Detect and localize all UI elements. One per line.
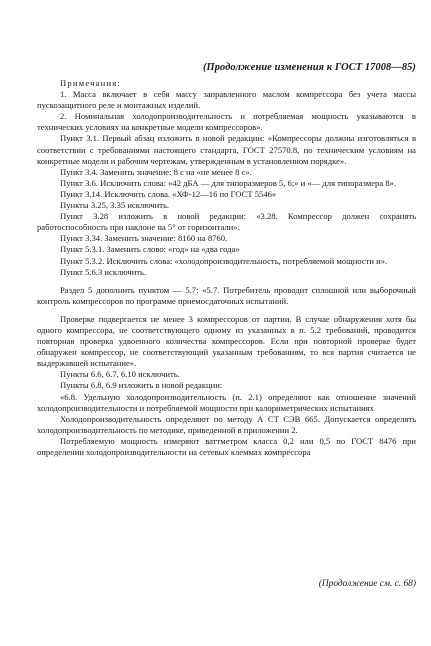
item-6-6: Пункты 6.6, 6.7, 6.10 исключить. [60, 369, 180, 380]
power-paragraph: Потребляемую мощность измеряют ваттметром класса 0,2 или 0,5 по ГОСТ 8476 при определении холодопроизводительности на сетевых клеммах компрессора [37, 435, 416, 457]
cooling-capacity-paragraph: Холодопроизводительность определяют по методу А СТ СЭВ 665. Допускается определять холодопроизводительность по методике, приведенной в приложении 2. [37, 413, 416, 435]
item-3-25: Пункты 3.25, 3.35 исключить. [60, 200, 170, 211]
item-6-8: Пункты 6.8, 6.9 изложить в новой редакции: [60, 380, 223, 391]
continuation-note: (Продолжение см. с. 68) [318, 579, 416, 589]
item-5-6-3: Пункт 5.6.3 исключить. [60, 266, 147, 277]
note-2: 2. Номинальная холодопроизводительность и потребляемая мощность указываются в технических условиях на конкретные модели компрессоров». [37, 111, 416, 133]
section-5-addition: Раздел 5 дополнить пунктом — 5.7: «5.7. Потребитель проводит сплошной или выборочный контроль компрессоров по программе приемосдаточных испытаний. [37, 284, 416, 306]
item-5-3-1: Пункт 5.3.1. Заменить слово: «год» на «два года» [60, 244, 240, 255]
note-1: 1. Масса включает в себя массу заправленного маслом компрессора без учета массы пускозащитного реле и монтажных изделий. [37, 89, 416, 111]
notes-title: Примечания: [60, 78, 122, 88]
page-header: (Продолжение изменения к ГОСТ 17008—85) [202, 62, 416, 73]
item-5-3-2: Пункт 5.3.2. Исключить слова: «холодопроизводительность, потребляемой мощности и». [60, 255, 388, 266]
item-3-6: Пункт 3.6. Исключить слова: «42 дБА — для типоразмеров 5, 6;» и «— для типоразмера 8». [60, 177, 397, 188]
inspection-paragraph: Проверке подвергается не менее 3 компрессоров от партии. В случае обнаружения хотя бы одного компрессора, не соответствующего одному из указанных в п. 5.2 требований, проводится повторная проверка удвоенного количества компрессоров. Если при повторной проверке будет обнаружен компрессор, не соответствующий указанным требованиям, то вся партия считается не выдержавшей испытание». [37, 313, 416, 369]
item-3-34: Пункт 3.34. Заменить значение: 8160 на 8760. [60, 233, 228, 244]
quote-6-8: «6.8. Удельную холодопроизводительность (п. 2.1) определяют как отношение значений холодопроизводительности и потребляемой мощности при калориметрических испытаниях [37, 391, 416, 413]
item-3-4: Пункт 3.4. Заменить значение: 8 с на «не менее 8 с». [60, 166, 252, 177]
document-body [37, 78, 416, 458]
item-3-28: Пункт 3.28 изложить в новой редакции: «3.28. Компрессор должен сохранять работоспособность при наклоне на 5° от горизонтали». [37, 211, 416, 233]
item-3-1: Пункт 3.1. Первый абзац изложить в новой редакции: «Компрессоры должны изготовляться в соответствии с требованиями настоящего стандарта, ГОСТ 27570.8, по техническим условиям на конкретные модели и рабочим чертежам, утвержденным в установленном порядке». [37, 133, 416, 166]
item-3-14: Пункт 3.14. Исключить слова. «ХФ-12—16 по ГОСТ 5546» [60, 188, 277, 199]
